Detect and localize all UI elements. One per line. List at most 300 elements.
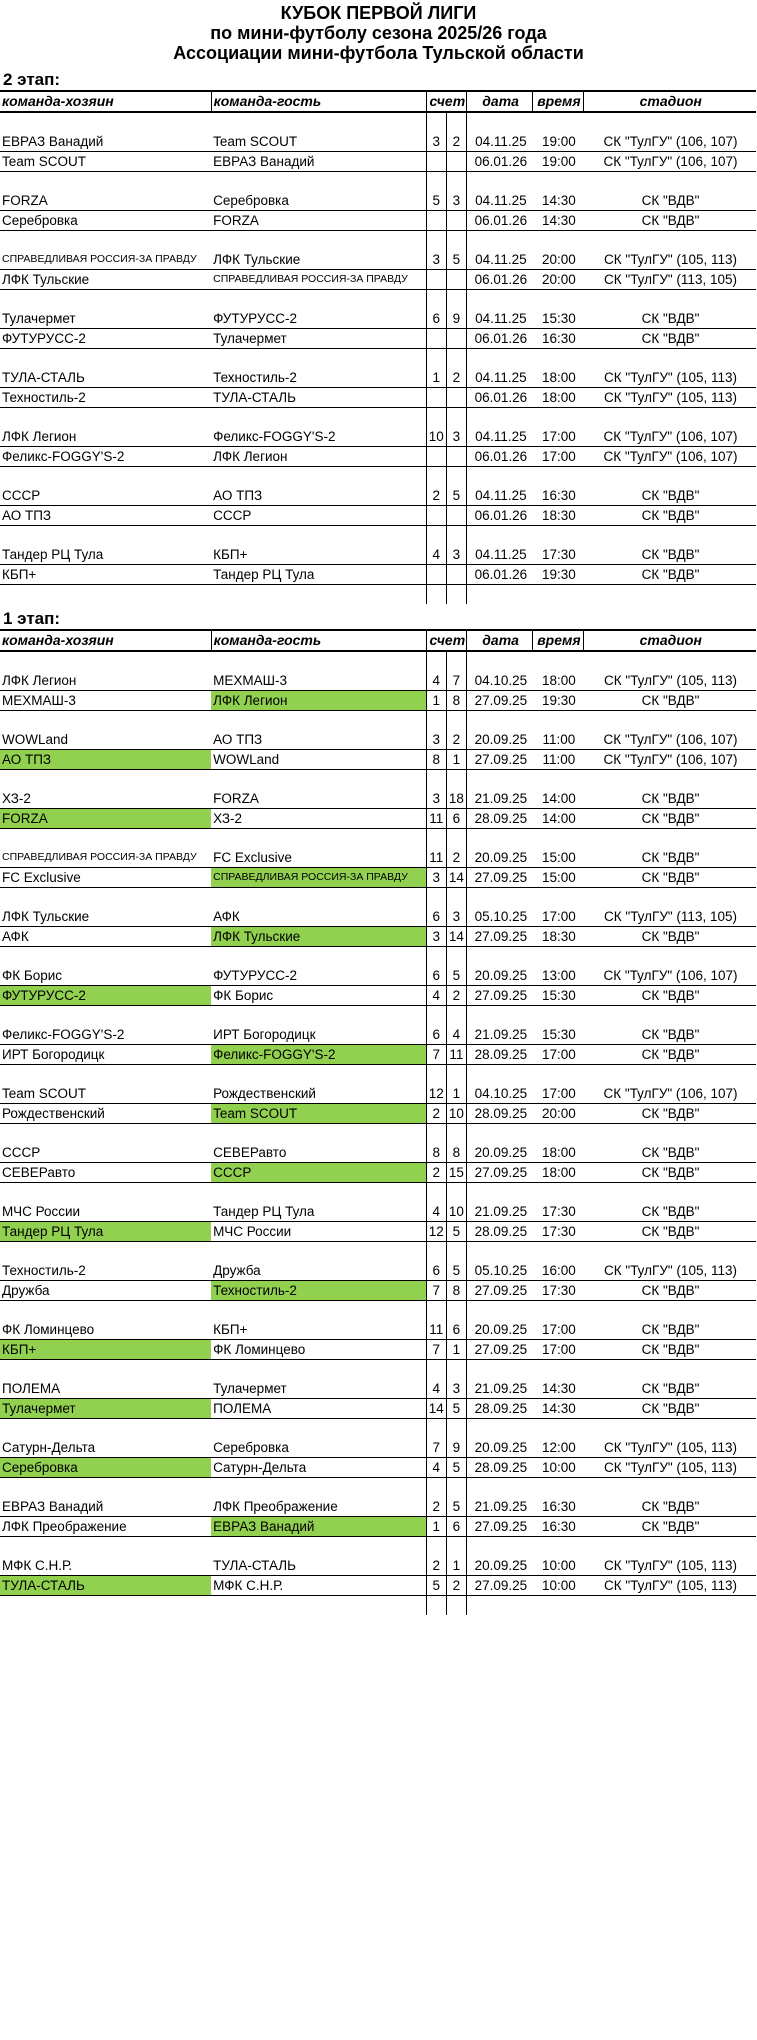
match-date: 05.10.25 — [466, 907, 532, 927]
match-time: 10:00 — [533, 1556, 583, 1576]
home-team: Феликс-FOGGY'S-2 — [0, 447, 211, 467]
home-score: 7 — [426, 1045, 446, 1065]
stadium: СК "ВДВ" — [583, 1222, 756, 1242]
stadium: СК "ВДВ" — [583, 986, 756, 1006]
guest-score: 1 — [446, 1556, 466, 1576]
spacer-row — [0, 770, 756, 790]
header-score: счет — [426, 630, 466, 651]
match-time: 17:30 — [533, 1281, 583, 1301]
guest-team: ПОЛЕМА — [211, 1399, 426, 1419]
match-row — [0, 368, 756, 388]
home-team: Team SCOUT — [0, 1084, 211, 1104]
home-team: СССР — [0, 1143, 211, 1163]
guest-team: ФУТУРУСС-2 — [211, 309, 426, 329]
match-time: 11:00 — [533, 750, 583, 770]
guest-team: FC Exclusive — [211, 848, 426, 868]
guest-team: СССР — [211, 506, 426, 526]
home-team: ЛФК Тульские — [0, 907, 211, 927]
stages-container — [0, 69, 757, 1619]
header-guest: команда-гость — [211, 91, 426, 112]
home-score: 3 — [426, 868, 446, 888]
guest-score: 4 — [446, 1025, 466, 1045]
stadium: СК "ТулГУ" (105, 113) — [583, 250, 756, 270]
match-date: 27.09.25 — [466, 1340, 532, 1360]
match-time: 16:30 — [533, 486, 583, 506]
match-date: 28.09.25 — [466, 1458, 532, 1478]
guest-team: FORZA — [211, 211, 426, 231]
home-score: 2 — [426, 1556, 446, 1576]
match-row — [0, 565, 756, 585]
home-team: ЕВРАЗ Ванадий — [0, 132, 211, 152]
guest-team: FORZA — [211, 789, 426, 809]
guest-score — [446, 329, 466, 349]
home-score: 8 — [426, 1143, 446, 1163]
guest-team: Тулачермет — [211, 1379, 426, 1399]
guest-score: 2 — [446, 368, 466, 388]
stadium: СК "ВДВ" — [583, 486, 756, 506]
home-team: АФК — [0, 927, 211, 947]
stadium: СК "ТулГУ" (105, 113) — [583, 1556, 756, 1576]
spacer-row — [0, 1478, 756, 1498]
home-score — [426, 565, 446, 585]
home-score: 2 — [426, 1497, 446, 1517]
guest-score: 8 — [446, 1143, 466, 1163]
spacer-row — [0, 1124, 756, 1144]
stadium: СК "ВДВ" — [583, 329, 756, 349]
guest-score: 3 — [446, 545, 466, 565]
title-line-1: КУБОК ПЕРВОЙ ЛИГИ — [280, 3, 477, 23]
guest-score: 5 — [446, 966, 466, 986]
spacer-row — [0, 526, 756, 546]
stadium: СК "ТулГУ" (105, 113) — [583, 1438, 756, 1458]
match-date: 04.11.25 — [466, 132, 532, 152]
match-time: 17:00 — [533, 1340, 583, 1360]
stadium: СК "ВДВ" — [583, 1202, 756, 1222]
guest-score — [446, 506, 466, 526]
home-team: FORZA — [0, 191, 211, 211]
guest-score: 9 — [446, 309, 466, 329]
guest-score: 5 — [446, 1261, 466, 1281]
guest-score: 5 — [446, 1497, 466, 1517]
match-date: 04.11.25 — [466, 368, 532, 388]
home-team: КБП+ — [0, 565, 211, 585]
match-time: 17:30 — [533, 545, 583, 565]
match-row — [0, 1320, 756, 1340]
guest-score: 2 — [446, 1576, 466, 1596]
guest-score: 3 — [446, 1379, 466, 1399]
stadium: СК "ТулГУ" (105, 113) — [583, 671, 756, 691]
match-date: 27.09.25 — [466, 750, 532, 770]
match-time: 16:30 — [533, 329, 583, 349]
home-score: 1 — [426, 691, 446, 711]
stadium: СК "ТулГУ" (106, 107) — [583, 966, 756, 986]
spacer-row — [0, 1065, 756, 1085]
match-time: 12:00 — [533, 1438, 583, 1458]
spacer-row — [0, 1006, 756, 1026]
match-row — [0, 211, 756, 231]
stadium: СК "ТулГУ" (106, 107) — [583, 427, 756, 447]
home-score: 6 — [426, 309, 446, 329]
stage-table — [0, 90, 756, 604]
home-score: 3 — [426, 730, 446, 750]
guest-team: КБП+ — [211, 545, 426, 565]
guest-score: 6 — [446, 1320, 466, 1340]
match-time: 11:00 — [533, 730, 583, 750]
spacer-row — [0, 112, 756, 132]
match-row — [0, 1458, 756, 1478]
home-score: 4 — [426, 1202, 446, 1222]
guest-team: СЕВЕРавто — [211, 1143, 426, 1163]
guest-team: ЕВРАЗ Ванадий — [211, 1517, 426, 1537]
match-time: 17:00 — [533, 1084, 583, 1104]
match-time: 18:00 — [533, 1163, 583, 1183]
match-date: 28.09.25 — [466, 1045, 532, 1065]
match-time: 17:00 — [533, 1320, 583, 1340]
match-time: 14:30 — [533, 1399, 583, 1419]
match-row — [0, 1379, 756, 1399]
guest-score: 14 — [446, 868, 466, 888]
match-date: 06.01.26 — [466, 211, 532, 231]
home-score — [426, 388, 446, 408]
match-row — [0, 986, 756, 1006]
stadium: СК "ТулГУ" (106, 107) — [583, 1084, 756, 1104]
guest-team: Тандер РЦ Тула — [211, 1202, 426, 1222]
home-score: 14 — [426, 1399, 446, 1419]
match-time: 15:30 — [533, 986, 583, 1006]
home-team: Техностиль-2 — [0, 388, 211, 408]
stadium: СК "ТулГУ" (105, 113) — [583, 1458, 756, 1478]
match-row — [0, 152, 756, 172]
match-row — [0, 309, 756, 329]
stage-title: 2 этап: — [3, 70, 61, 89]
stadium: СК "ВДВ" — [583, 927, 756, 947]
home-score: 2 — [426, 1104, 446, 1124]
match-time: 19:30 — [533, 565, 583, 585]
match-time: 20:00 — [533, 250, 583, 270]
guest-score: 3 — [446, 907, 466, 927]
match-row — [0, 750, 756, 770]
header-date: дата — [466, 91, 532, 112]
match-time: 20:00 — [533, 270, 583, 290]
match-time: 15:30 — [533, 309, 583, 329]
match-date: 06.01.26 — [466, 329, 532, 349]
home-score: 8 — [426, 750, 446, 770]
home-team: Феликс-FOGGY'S-2 — [0, 1025, 211, 1045]
guest-score: 3 — [446, 427, 466, 447]
guest-team: МЕХМАШ-3 — [211, 671, 426, 691]
guest-team: ЛФК Преображение — [211, 1497, 426, 1517]
match-date: 20.09.25 — [466, 966, 532, 986]
match-time: 14:30 — [533, 211, 583, 231]
home-team: ЕВРАЗ Ванадий — [0, 1497, 211, 1517]
guest-score: 1 — [446, 1084, 466, 1104]
home-score: 1 — [426, 1517, 446, 1537]
spacer-row — [0, 1301, 756, 1321]
match-date: 06.01.26 — [466, 388, 532, 408]
match-date: 28.09.25 — [466, 809, 532, 829]
match-date: 20.09.25 — [466, 1320, 532, 1340]
guest-team: Серебровка — [211, 1438, 426, 1458]
guest-team: МФК С.Н.Р. — [211, 1576, 426, 1596]
guest-score — [446, 152, 466, 172]
match-date: 28.09.25 — [466, 1222, 532, 1242]
match-date: 05.10.25 — [466, 1261, 532, 1281]
home-team: Серебровка — [0, 211, 211, 231]
header-stadium: стадион — [583, 91, 756, 112]
guest-score — [446, 447, 466, 467]
stadium: СК "ТулГУ" (105, 113) — [583, 1261, 756, 1281]
guest-team: ФУТУРУСС-2 — [211, 966, 426, 986]
match-date: 04.11.25 — [466, 309, 532, 329]
column-header-row — [0, 91, 756, 112]
match-time: 17:30 — [533, 1222, 583, 1242]
home-team: Team SCOUT — [0, 152, 211, 172]
stadium: СК "ТулГУ" (106, 107) — [583, 750, 756, 770]
header-time: время — [533, 630, 583, 651]
guest-team: Тандер РЦ Тула — [211, 565, 426, 585]
guest-team: КБП+ — [211, 1320, 426, 1340]
column-header-row — [0, 630, 756, 651]
guest-team: ЛФК Тульские — [211, 250, 426, 270]
header-date: дата — [466, 630, 532, 651]
home-score: 6 — [426, 1261, 446, 1281]
guest-team: Team SCOUT — [211, 132, 426, 152]
home-team: FORZA — [0, 809, 211, 829]
home-score: 11 — [426, 809, 446, 829]
match-time: 15:00 — [533, 868, 583, 888]
guest-score: 5 — [446, 250, 466, 270]
spacer-row — [0, 1419, 756, 1439]
stadium: СК "ВДВ" — [583, 1517, 756, 1537]
match-date: 27.09.25 — [466, 986, 532, 1006]
match-row — [0, 1438, 756, 1458]
match-time: 19:30 — [533, 691, 583, 711]
home-score: 6 — [426, 907, 446, 927]
home-score — [426, 329, 446, 349]
home-score: 11 — [426, 1320, 446, 1340]
guest-team: ТУЛА-СТАЛЬ — [211, 388, 426, 408]
stadium: СК "ВДВ" — [583, 1340, 756, 1360]
guest-team: Тулачермет — [211, 329, 426, 349]
home-score: 3 — [426, 789, 446, 809]
match-date: 27.09.25 — [466, 691, 532, 711]
match-time: 20:00 — [533, 1104, 583, 1124]
home-team: ЛФК Тульские — [0, 270, 211, 290]
stadium: СК "ВДВ" — [583, 191, 756, 211]
header-score: счет — [426, 91, 466, 112]
guest-team: АФК — [211, 907, 426, 927]
spacer-row — [0, 1242, 756, 1262]
home-score: 2 — [426, 1163, 446, 1183]
match-row — [0, 250, 756, 270]
home-team: Тулачермет — [0, 1399, 211, 1419]
guest-score: 6 — [446, 809, 466, 829]
guest-score — [446, 270, 466, 290]
guest-score: 8 — [446, 691, 466, 711]
guest-team: Сатурн-Дельта — [211, 1458, 426, 1478]
guest-team: МЧС России — [211, 1222, 426, 1242]
guest-team: ФК Борис — [211, 986, 426, 1006]
home-team: ФК Борис — [0, 966, 211, 986]
match-date: 20.09.25 — [466, 1438, 532, 1458]
match-time: 19:00 — [533, 152, 583, 172]
match-time: 18:30 — [533, 506, 583, 526]
guest-team: Серебровка — [211, 191, 426, 211]
match-date: 04.10.25 — [466, 671, 532, 691]
stadium: СК "ВДВ" — [583, 868, 756, 888]
home-score: 4 — [426, 1379, 446, 1399]
match-row — [0, 1281, 756, 1301]
home-team: Тулачермет — [0, 309, 211, 329]
match-time: 14:00 — [533, 809, 583, 829]
stadium: СК "ВДВ" — [583, 1379, 756, 1399]
spacer-row — [0, 1360, 756, 1380]
home-team: ЛФК Преображение — [0, 1517, 211, 1537]
stadium: СК "ВДВ" — [583, 211, 756, 231]
match-row — [0, 1025, 756, 1045]
match-date: 04.11.25 — [466, 191, 532, 211]
match-date: 21.09.25 — [466, 1202, 532, 1222]
match-date: 04.11.25 — [466, 486, 532, 506]
home-score: 4 — [426, 986, 446, 1006]
match-row — [0, 388, 756, 408]
home-team: КБП+ — [0, 1340, 211, 1360]
home-score: 4 — [426, 545, 446, 565]
match-row — [0, 868, 756, 888]
home-score: 3 — [426, 927, 446, 947]
guest-score: 1 — [446, 750, 466, 770]
match-time: 13:00 — [533, 966, 583, 986]
header-home: команда-хозяин — [0, 630, 211, 651]
guest-score: 15 — [446, 1163, 466, 1183]
home-team: Техностиль-2 — [0, 1261, 211, 1281]
guest-score — [446, 388, 466, 408]
match-date: 20.09.25 — [466, 1143, 532, 1163]
stadium: СК "ТулГУ" (105, 113) — [583, 368, 756, 388]
match-date: 06.01.26 — [466, 506, 532, 526]
match-time: 17:30 — [533, 1202, 583, 1222]
match-date: 27.09.25 — [466, 1281, 532, 1301]
match-date: 27.09.25 — [466, 868, 532, 888]
match-date: 06.01.26 — [466, 270, 532, 290]
guest-team: Рождественский — [211, 1084, 426, 1104]
match-time: 14:00 — [533, 789, 583, 809]
stage-title: 1 этап: — [3, 609, 61, 628]
spacer-row — [0, 349, 756, 369]
home-team: СПРАВЕДЛИВАЯ РОССИЯ-ЗА ПРАВДУ — [0, 848, 211, 868]
stadium: СК "ВДВ" — [583, 565, 756, 585]
match-date: 27.09.25 — [466, 1576, 532, 1596]
home-score: 10 — [426, 427, 446, 447]
spacer-row — [0, 231, 756, 251]
guest-score: 10 — [446, 1104, 466, 1124]
home-score: 4 — [426, 1458, 446, 1478]
stadium: СК "ТулГУ" (105, 113) — [583, 1576, 756, 1596]
guest-team: ЛФК Легион — [211, 447, 426, 467]
home-team: ИРТ Богородицк — [0, 1045, 211, 1065]
match-time: 18:00 — [533, 671, 583, 691]
match-time: 14:30 — [533, 191, 583, 211]
home-team: АО ТПЗ — [0, 506, 211, 526]
guest-team: СПРАВЕДЛИВАЯ РОССИЯ-ЗА ПРАВДУ — [211, 868, 426, 888]
guest-team: ФК Ломинцево — [211, 1340, 426, 1360]
match-time: 17:00 — [533, 447, 583, 467]
match-row — [0, 191, 756, 211]
guest-team: ХЗ-2 — [211, 809, 426, 829]
stadium: СК "ВДВ" — [583, 309, 756, 329]
guest-score: 5 — [446, 1458, 466, 1478]
match-row — [0, 1340, 756, 1360]
header-guest: команда-гость — [211, 630, 426, 651]
stadium: СК "ТулГУ" (106, 107) — [583, 730, 756, 750]
home-team: СЕВЕРавто — [0, 1163, 211, 1183]
match-row — [0, 1202, 756, 1222]
match-time: 17:00 — [533, 1045, 583, 1065]
match-row — [0, 1497, 756, 1517]
stadium: СК "ВДВ" — [583, 1497, 756, 1517]
match-row — [0, 1084, 756, 1104]
guest-team: ИРТ Богородицк — [211, 1025, 426, 1045]
match-time: 16:30 — [533, 1517, 583, 1537]
guest-score: 14 — [446, 927, 466, 947]
stadium: СК "ВДВ" — [583, 809, 756, 829]
guest-score: 18 — [446, 789, 466, 809]
match-row — [0, 427, 756, 447]
guest-score: 9 — [446, 1438, 466, 1458]
guest-team: СССР — [211, 1163, 426, 1183]
spacer-row — [0, 585, 756, 605]
home-score: 12 — [426, 1084, 446, 1104]
home-team: ХЗ-2 — [0, 789, 211, 809]
match-date: 06.01.26 — [466, 152, 532, 172]
home-score — [426, 211, 446, 231]
match-date: 04.11.25 — [466, 250, 532, 270]
spacer-row — [0, 888, 756, 908]
match-row — [0, 1517, 756, 1537]
match-time: 18:00 — [533, 388, 583, 408]
stadium: СК "ВДВ" — [583, 1399, 756, 1419]
guest-team: Техностиль-2 — [211, 368, 426, 388]
stage-table — [0, 629, 756, 1615]
match-row — [0, 1399, 756, 1419]
home-score — [426, 506, 446, 526]
home-score: 3 — [426, 132, 446, 152]
match-date: 20.09.25 — [466, 730, 532, 750]
match-date: 06.01.26 — [466, 447, 532, 467]
home-team: ФУТУРУСС-2 — [0, 329, 211, 349]
guest-score: 2 — [446, 986, 466, 1006]
home-score: 2 — [426, 486, 446, 506]
stadium: СК "ВДВ" — [583, 545, 756, 565]
home-score: 7 — [426, 1340, 446, 1360]
match-date: 27.09.25 — [466, 1163, 532, 1183]
spacer-row — [0, 947, 756, 967]
spacer-row — [0, 1537, 756, 1557]
spacer-row — [0, 829, 756, 849]
match-time: 10:00 — [533, 1576, 583, 1596]
guest-team: ЛФК Тульские — [211, 927, 426, 947]
stadium: СК "ВДВ" — [583, 1281, 756, 1301]
guest-team: ЛФК Легион — [211, 691, 426, 711]
spacer-row — [0, 711, 756, 731]
spacer-row — [0, 1183, 756, 1203]
home-team: Тандер РЦ Тула — [0, 545, 211, 565]
home-score — [426, 447, 446, 467]
home-team: МФК С.Н.Р. — [0, 1556, 211, 1576]
match-date: 04.10.25 — [466, 1084, 532, 1104]
stadium: СК "ТулГУ" (105, 113) — [583, 388, 756, 408]
match-row — [0, 1222, 756, 1242]
